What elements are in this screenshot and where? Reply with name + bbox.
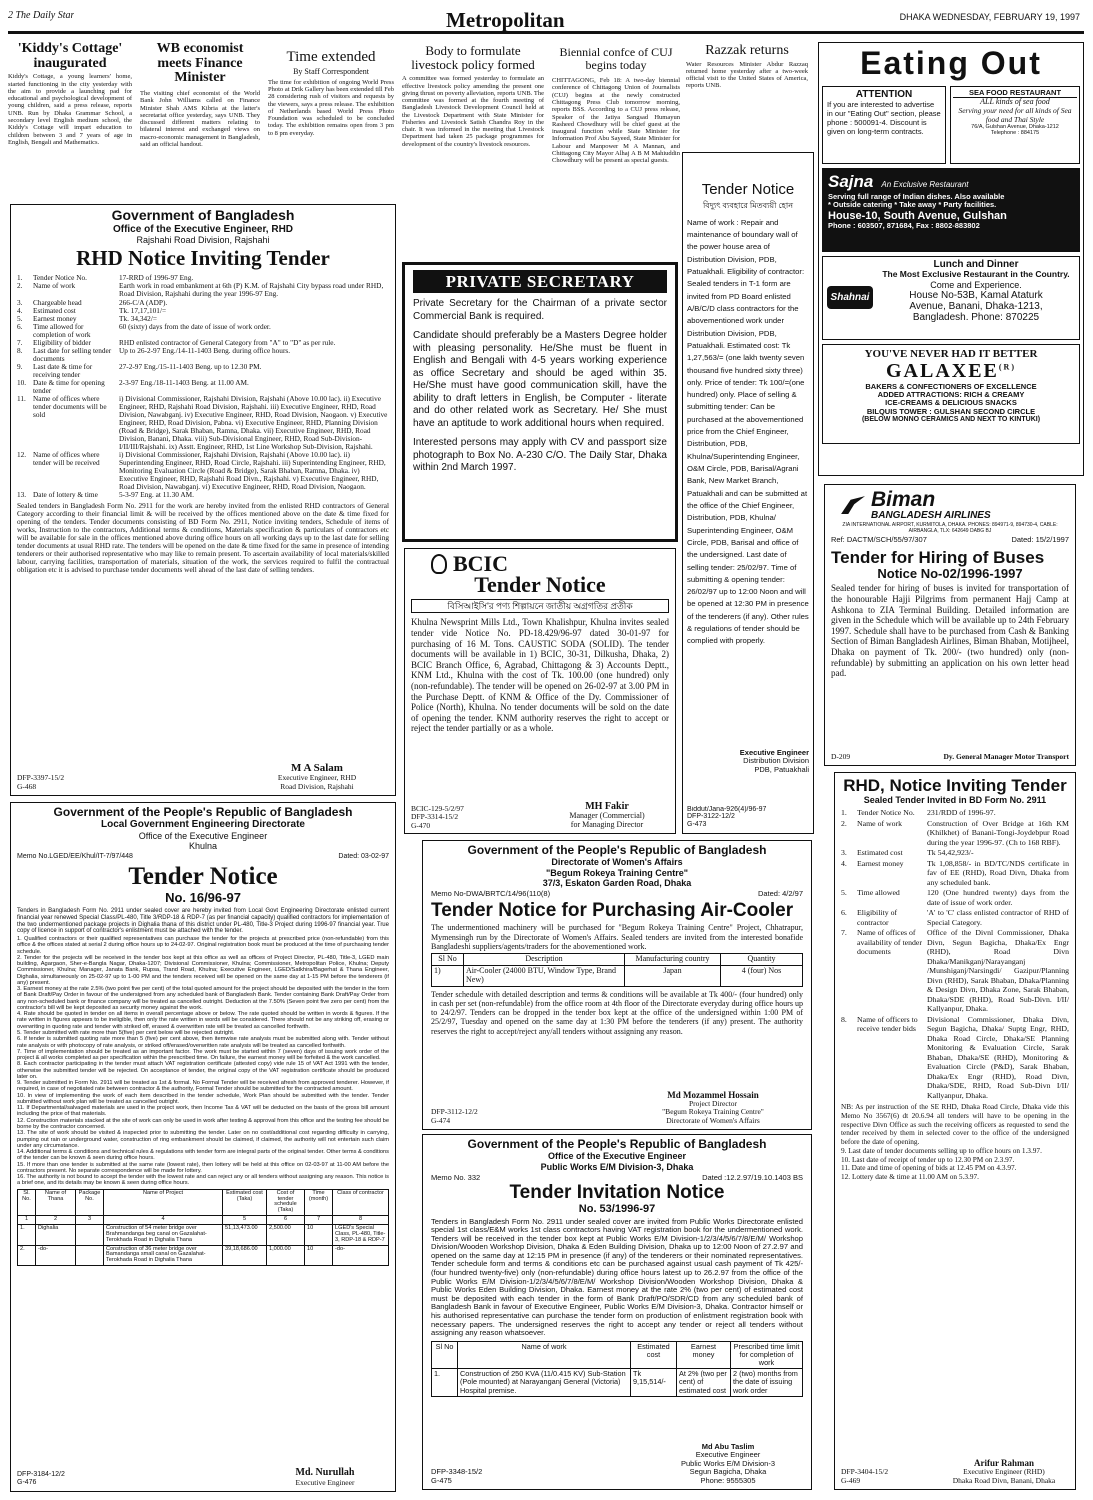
address: 37/3, Eskaton Garden Road, Dhaka (542, 877, 692, 888)
paper-logo: 2 The Daily Star (8, 10, 75, 21)
notice-title: Tender Notice for Purchasing Air-Cooler (431, 900, 794, 922)
womens-affairs-tender (422, 840, 812, 1130)
signer-name: Md Mozammel Hossain (667, 1089, 759, 1100)
attention-ad: ATTENTION If you are interested to advertise in our "Eating Out" section, please phone : 500091-4. Discount is given on long-term contracts. (822, 86, 946, 164)
centre-name: "Begum Rokeya Training Centre" (545, 867, 689, 878)
signer-name: Md. Nurullah (295, 1467, 355, 1479)
ref-code: D-209 (831, 752, 851, 761)
office-name: Office of the Executive Engineer, RHD (112, 223, 294, 235)
signature-block (265, 1467, 385, 1487)
signature-block (247, 762, 387, 791)
table-header-row (18, 1189, 389, 1215)
ref-line: Ref: DACTM/SCH/55/97/307 Dated: 15/2/1997 (831, 535, 1069, 545)
signer-title: Executive Engineer (295, 1477, 355, 1487)
notice-subtitle: Sealed Tender Invited in BD Form No. 2911 (863, 795, 1047, 806)
bengali-tagline: বিদ্যুৎ ব্যবহারে মিতব্যয়ী হোন (703, 200, 793, 210)
article-body: A committee was formed yesterday to formulate an effective livestock policy amending the present one giving thrust on poverty alleviation, reports UNB. The committee was formed at the fourth meeting of Bangladesh Livestock Development Council held at the Livestock Department with State Minister for Fisheries and Livestock Satish Chandra Roy in the chair. It was informed in the meeting that Livestock Department had taken 25 package programmes for development of the country's livestock resources. (402, 75, 544, 148)
column-header: Cost of tender schedule (Taka) (267, 1189, 305, 1215)
clause: 6. If tender is submitted quoting rate more than 5 (five) per cent above, then itemwise rate analysis must be submitted along with. Tender without rate analysis or with photocopy of rate analysis, or striked off/erased/overwritten rate analysis will be treated as cancelled forthwith. (17, 1036, 389, 1049)
signature-block: Executive Engineer Distribution Division PDB, Patuakhali (709, 749, 809, 774)
division-name: Rajshahi Road Division, Rajshahi (136, 234, 270, 245)
news-wb-economist (140, 42, 260, 202)
notice-body: Sealed tenders in Bangladesh Form No. 2911 for the work are hereby invited from the enlisted RHD contractors of General Category according to their financial limit & will be received by the offices mentioned above on the date & time fixed for opening of the tenders. Tender documents consisting of BD Form No. 2911, Notice inviting tenders, Schedule of items of works, Instruction to the contractors, Additional terms & conditions, Materials specification & particulars of contractors etc will be available for sale in the offices mentioned above during office hours on all working days up to the last date for selling tender documents at usual RHD rate. The tenders will be opened on the date & time fixed for the same in presence of intending tenderers or their authorised representative who may like to remain present. To ascertain availability of local materials/skilled labour, carrying facilities, transportation of materials, situation of the work, the services required to fulfil the contractual obligation etc it is advised to purchase tender documents well ahead of the last date of selling tenders. (17, 500, 389, 575)
notice-title: Tender Notice (701, 181, 795, 198)
dateline: DHAKA WEDNESDAY, FEBRUARY 19, 1997 (899, 12, 1080, 22)
notice-row: 4. Earnest money Tk 1,08,858/- in BD/TC/NDS certificate in fav of EE (RHD), Road Divn, Dhaka from any scheduled bank. (841, 858, 1069, 887)
notice-row: 2. Name of work Earth work in road embankment at 6th (P) K.M. of Rajshahi City bypass road under RHD, Road Division, Rajshahi during the year 1996-97 Eng. (17, 281, 384, 299)
news-livestock (402, 44, 544, 248)
clause: 5. Tender submitted with rate more than 5(five) per cent below will be rejected outright. (17, 1030, 235, 1037)
rhd-rajshahi-tender (10, 204, 396, 796)
bengali-tagline: বিসিআইসি'র পণ্য শিল্পায়নে জাতীয় অগ্রগতির প্রতীক (411, 599, 669, 613)
clause: 9. Tender submitted in Form No. 2911 will be treated as 1st & formal. No Formal Tender will be received afresh from approved tenderer. However, if required, in case of negotiated rate between contractor & the authority, Formal Tender should be submitted for the contracted amount. (17, 1080, 389, 1093)
memo-line: Memo No.LGED/EE/Khul/IT-7/97/448 Dated: 03-02-97 (17, 852, 389, 860)
table-row: 1. Construction of 250 KVA (11/0.415 KV) Sub-Station (Pole mounted) at Narayanganj General (Victoria) Hospital premise. Tk 9,15,514/- At 2% (two per cent) of estimated cost 2 (two) months from the date of issuing work order (432, 1369, 803, 1397)
notice-title: Tender for Hiring of Buses (831, 547, 1045, 567)
notice-row: 8. Name of officers to receive tender bids Divisional Commissioner, Dhaka Divn, Segun Bagicha, Dhaka/ Suptg Engr, RHD, Dhaka Road Circle, Dhaka/SE Planning Monitoring & Evaluation Circle, Sarak Bhaban, Dhaka/SE (RHD), Monitoring & Evaluation Circle (P&D), Sarak Bhaban, Dhaka/Ex Engr (RHD), Road Divn, Dhaka/SDE, RHD, Road Sub-Divn I/II/ Kallyanpur, Dhaka. (841, 1014, 1069, 1100)
news-cuj (552, 46, 680, 248)
headline: Time extended (286, 50, 376, 65)
pdb-tender-notice (682, 152, 814, 834)
ref-code: DFP-3112-12/2 G-474 (431, 1108, 478, 1125)
column-header: Sl. No. (18, 1189, 36, 1215)
org-name: Government of the People's Republic of Bangladesh (53, 805, 353, 819)
notice-title: Tender Notice (128, 862, 278, 890)
column-header: Class of contractor (333, 1189, 389, 1215)
more-rows: 9. Last date of tender documents selling up to office hours on 1.3.97. 10. Last date of receipt of tender up to 12.30 PM on 2.3.97. 11. Date and time of opening of bids at 12.45 PM on 4.3.97. 12. Lottery date & time at 11.00 AM on 5.3.97. (841, 1145, 1042, 1182)
clause: 12. Construction materials stacked at the site of work can only be used in work after testing & approval from this office and the testing fee should be borne by the contractor concerned. (17, 1117, 389, 1130)
notice-row: 12. Name of offices where tender will be received i) Divisional Commissioner, Rajshahi Division, Rajshahi (Above 10.00 lac). ii) Superintending Engineer, RHD, Road Circle, Rajshahi. iii) Superintending Engineer, RHD, Monitoring Evaluation Circle (Road & Bridge), Sarak Bhaban, Ramna, Dhaka. iv) Executive Engineer, RHD, Rajshahi Road Divn., Rajshahi. v) Executive Engineer, RHD, Road Division, Nawabganj. vi) Executive Engineer, RHD, Road Division, Naogaon. (17, 449, 386, 491)
notice-row: 1. Tender Notice No. 231/RDD of 1996-97. (841, 808, 996, 818)
table-colnum-row: 1 2 3 4 5 6 7 8 (18, 1216, 389, 1225)
notice-title: Tender Notice (474, 571, 606, 597)
notice-row: 3. Estimated cost Tk 54,42,923/- (841, 848, 974, 858)
notice-number: Notice No-02/1996-1997 (877, 565, 1023, 581)
footer-line (831, 753, 1069, 761)
notice-row: 7. Name of offices of availability of tender documents Office of the Divnl Commissioner, Dhaka Divn, Segun Bagicha, Dhaka/Ex Engr (RHD), Road Divn Dhaka/Manikganj/Narayanganj /Munshiganj/Narsingdi/ Gazipur/Planning Divn (RHD), Sarak Bhaban, Dhaka/Planning & Design Divn, Dhaka Zone, Sarak Bhaban, Dhaka/SDE (RHD), Road Sub-Divn. I/II/ Kallyanpur, Dhaka. (841, 928, 1069, 1014)
galaxee-bakery-ad: YOU'VE NEVER HAD IT BETTER $GALAXEE^{(R)}$ BAKERS & CONFECTIONERS OF EXCELLENCE ADDED ATTRACTIONS: RICH & CREAMY ICE-CREAMS & DELICIOUS SNACKS BILQUIS TOWER : GULSHAN SECOND CIRCLE (BELOW MONNO CERAMICS AND NEXT TO KINTUKI) (822, 344, 1080, 444)
notice-row: 10. Date & time for opening tender 2-3-97 Eng./18-11-1403 Beng. at 11.00 AM. (17, 377, 249, 395)
signer-name: M A Salam (291, 761, 343, 774)
ad-title: PRIVATE SECRETARY (413, 270, 667, 293)
private-secretary-ad (402, 262, 678, 542)
signer-name: MH Fakir (585, 800, 629, 812)
signer-office: for Managing Director (570, 820, 644, 830)
notice-body: Khulna Newsprint Mills Ltd., Town Khalishpur, Khulna invites sealed tender vide Notice No. PD-18.429/96-97 dated 30-01-97 for purchasing of 16 M. Tons. CAUSTIC SODA (SOLID). The tender documents will be available in 1) BCIC, 30-31, Dilkusha, Dhaka, 2) BCIC Branch Office, 6, Agrabad, Chittagong & 3) Accounts Deptt., KNM Ltd., Khulna with the cost of Tk. 100.00 (one hundred) only (non-refundable). The tender will be opened on 26-02-97 at 3.00 PM in the Purchase Deptt. of KNM & Office of the Dy. Commissioner of Police (North), Khulna. No tender documents will be sold on the date of opening the tender. KNM authority reserves the right to accept or reject the tender partially or as a whole. (411, 617, 669, 734)
signer-name: Md Abu Taslim (701, 1443, 755, 1452)
section-title: Eating Out (860, 45, 1042, 81)
clause: 14. Additional terms & conditions and technical rules & regulations with tender form are integral parts of the original tender. Other terms & conditions of the tender can be known & seen during office hours. (17, 1149, 389, 1162)
work-table (431, 1341, 803, 1397)
ref-code: DFP-3404-15/2 G-469 (841, 1468, 889, 1485)
signature-block: Arifur Rahman Executive Engineer (RHD) Dhaka Road Divn, Banani, Dhaka (939, 1458, 1069, 1485)
pwd-tender-invitation (422, 1134, 812, 1490)
notice-row: 1. Tender Notice No. 17-RRD of 1996-97 Eng. (17, 273, 194, 283)
notice-row: 11. Name of offices where tender documents will be sold i) Divisional Commissioner, Rajshahi Division, Rajshahi (Above 10.00 lac). ii) Executive Engineer, RHD, Rajshahi Road Division, Rajshahi. iii) Executive Engineer, RHD, Road Division, Nawabganj. iv) Executive Engineer, RHD, Road Division, Naogaon. v) Executive Engineer, RHD, Road Division, Pabna. vi) Executive Engineer, RHD, Planning Division (Road & Bridge), Sarak Bhaban, Ramna, Dhaka. vii) Executive Engineer, RHD, Road Division, Banani, Dhaka. viii) Sub-Divisional Engineer, RHD, Road Sub-Division-I/II/III/Rajshahi. ix) Asstt. Engineer, RHD, 1st Line Workshop Sub-Division, Rajshahi. (17, 393, 388, 451)
clause: 10. In view of implementing the work of each item described in the tender schedule, Work Plan should be submitted with the tender. Tender submitted without work plan will be treated as cancelled outright. (17, 1092, 389, 1105)
rhd-dhaka-tender (834, 772, 1076, 1490)
clause: 13. The site of work should be visited & inspected prior to submitting the tender. Later on no cost/additional cost regarding difficulty in carrying, pumping out rain or underground water, construction of ring embankment should be claimed, if claimed, the authority will not entertain such claim under any circumstance. (17, 1130, 389, 1149)
shahnai-logo: Shahnai (827, 286, 873, 309)
article-body: The time for exhibition of ongoing World Press Photo at Drik Gallery has been extended till Feb 28 considering rush of visitors and requests by the viewers, says a press release. The exhibition of Netherlands based World Press Photo Foundation was scheduled to be concluded today. The exhibition remains open from 3 pm to 8 pm everyday. (268, 78, 394, 137)
news-kiddys-cottage (8, 42, 132, 202)
clause: 16. The authority is not bound to accept the tender with the lowest rate and can reject any or all tenders without assigning any reason. This notice is a brief one, and its details may be known & seen during office hours. (17, 1174, 389, 1187)
dept-name: Local Government Engineering Directorate (101, 819, 305, 831)
notice-body: Name of work : Repair and maintenance of boundary wall of the power house area of Distribution Division, PDB, Patuakhali. Eligibility of contractor: Sealed tenders in T-1 form are invited from PD Board enlisted A/B/C/D class contractors for the abovementioned work under Distribution Division, PDB, Patuakhali. Estimated cost: Tk 1,27,563/= (one lakh twenty seven thousand five hundred sixty three) only. Price of tender: Tk 100/=(one hundred) only. Place of selling & submitting tender: Can be purchased at the abovementioned price from the Chief Engineer, Distribution, PDB, Khulna/Superintending Engineer, O&M Circle, PDB, Barisal/Agrani Bank, New Market Branch, Patuakhali and can be submitted at the office of the Chief Engineer, Distribution, PDB, Khulna/ Superintending Engineer, O&M Circle, PDB, Barisal and office of the undersigned. Last date of selling tender: 25/02/97. Time of submitting & opening tender: 26/02/97 up to 12:00 Noon and will be opened at 12:30 PM in presence of the tenderers (if any). Other rules & regulations of tender should be complied with properly. (687, 217, 809, 646)
notice-number: No. 16/96-97 (165, 889, 241, 905)
column-header: Name of Project (104, 1189, 223, 1215)
shahnai-restaurant-ad: Shahnai Lunch and Dinner The Most Exclusive Restaurant in the Country. Come and Experience. House No-53B, Kamal Ataturk Avenue, Banani, Dhaka-1213, Bangladesh. Phone: 870225 (822, 256, 1080, 340)
ad-para: Candidate should preferably be a Masters Degree holder with pleasing personality. He/She must be fluent in English and Bengali with 4-5 years working experience as office Secretary and should be aged within 35. He/She must have good communication skill, have the ability to draft letters in English, be Computer - literate and do other related work as Secretary. He/ She must have an aptitude to work additional hours when required. (413, 330, 667, 429)
eating-out-section (818, 42, 1084, 476)
column-header: Name of Thana (36, 1189, 76, 1215)
notice-row: 2. Name of work Construction of Over Bridge at 16th KM (Khilkhet) of Banani-Tongi-Joydebpur Road during the year 1996-97. (Ch to 168 RBF). (841, 818, 1069, 847)
notice-number: No. 53/1996-97 (578, 1203, 656, 1216)
clause: 7. Time of implementation should be treated as an important factor. The work must be started within 7 (seven) days of issuing work order of the project & all works completed as per specification within the prescribed time. On failure, the earnest money will be forfeited & the work cancelled. (17, 1048, 389, 1062)
column-header: Estimated cost (Taka) (223, 1189, 267, 1215)
byline: By Staff Correspondent (293, 66, 369, 76)
clause: 1. Qualified contractors or their qualified representatives can purchase the tender for the projects at prescribed price (non-refundable) from this office & the offices stated at serial 2 during office hours up to 24-02-97. Original registration book must be produced at the time of purchasing tender schedule. (17, 936, 389, 955)
ref-code: DFP-3184-12/2 G-476 (17, 1471, 65, 1487)
clause: 15. If more than one tender is submitted at the same rate (lowest rate), then lottery will be held at this office on 02-03-97 at 11-00 AM before the contractors present. No separate correspondence will be made for lottery. (17, 1161, 389, 1174)
signer-title: Manager (Commercial) (569, 811, 645, 821)
dept-name: Directorate of Women's Affairs (551, 857, 683, 868)
signature-block: Md Abu Taslim Executive Engineer Public Works E/M Division-3 Segun Bagicha, Dhaka Phone: 9555305 (653, 1443, 803, 1485)
news-time-extended (268, 50, 394, 202)
clauses (17, 936, 389, 1187)
headline: Razzak returns (705, 44, 789, 58)
table-header-row: Sl No Name of work Estimated cost Earnest money Prescribed time limit for completion of work (432, 1341, 803, 1369)
biman-logo: Biman BANGLADESH AIRLINES (841, 489, 1069, 521)
signature-block (547, 801, 667, 830)
table-header-row: Sl No Description Manufacturing country Quantity (432, 953, 803, 965)
clause: 2. Tender for the projects will be received in the tender box kept at this office as well as offices of Project Director, PL-480, Title-3, LGED main building, Agargaon, Sher-e-Bangla Nagar, Dhaka-1207; Divisional Commissioner, Khulna; Commissioner, Metropolitan Police, Khulna; Deputy Commissioner, Khulna; Manager, Janata Bank, Rupsa, Trand Road, Khulna; Executive Engineer, LGED/Satkhira/Bagerhat & Thana Engineer, Dighalia, simultaneously on 25-02-97 up to 1-00 PM and the tenders received will be opened on the same day at 1-15 PM before the tenderers (if any) present. (17, 954, 389, 986)
notice-row: 9. Last date & time for receiving tender 27-2-97 Eng./15-11-1403 Beng. up to 12.30 PM. (17, 361, 262, 379)
article-body: CHITTAGONG, Feb 18: A two-day biennial conference of Chittagong Union of Journalists (CUJ) begins at the newly constructed Chittagong Press Club tomorrow morning, reports BSS. According to a CUJ press release, Speaker of the Jatiya Sangsad Humayun Rasheed Chowdhury will be chief guest at the inaugural function while State Minister for Information Prof Abu Sayeed, State Minister for Labour and Manpower M A Mannan, and Chittagong City Mayor Alhaj A B M Mahiuddin Chowdhury will be present as special guests. (552, 77, 680, 165)
notice-row: 4. Estimated cost Tk. 17,17,101/= (17, 305, 167, 315)
seafood-restaurant-ad: SEA FOOD RESTAURANT ALL kinds of sea food Serving your need for all kinds of Sea food and Thai Style 76/A, Gulshan Avenue, Dhaka-1212 Telephone : 884175 (950, 86, 1080, 164)
notes: NB: As per instruction of the SE RHD, Dhaka Road Circle, Dhaka vide this Memo No 3567(6) dt 20.6.94 all tenders will have to be opening in the respective Divn Office as such the receiving officers as requested to send the tender received by them in selected cover to the office of the undersigned before the date of opening. (841, 1102, 1069, 1147)
notice-title: Tender Invitation Notice (509, 1181, 725, 1203)
project-table (17, 1189, 389, 1266)
masthead (8, 6, 1084, 34)
ad-para: Interested persons may apply with CV and passport size photograph to Box No. A-230 C/O. The Daily Star, Dhaka within 2nd March 1997. (413, 437, 667, 474)
division-name: Public Works E/M Division-3, Dhaka (540, 1161, 694, 1172)
table-row: 1. Dighalia Construction of 54 meter bridge over Brahmandanga beg canal on Gazalahat-Terokhada Road in Dighalia Thana 51,13,473.00 2,500.00 10 LGED's Special Class, PL-480, Title-3, RDP-18 & RDP-7 (18, 1224, 389, 1245)
notice-row: 6. Eligibility of contractor 'A' to 'C' class enlisted contractor of RHD of Special Category. (841, 908, 1069, 927)
notice-title: RHD, Notice Inviting Tender (843, 776, 1067, 795)
signer-office: Road Division, Rajshahi (280, 781, 354, 791)
memo-line: Memo No-DWA/BRTC/14/96(110(8) Dated: 4/2/97 (431, 888, 803, 898)
sajna-restaurant-ad: Sajna An Exclusive Restaurant Serving full range of Indian dishes. Also available * Outside catering * Take away * Party facilities. House-10, South Avenue, Gulshan Phone : 603507, 871684, Fax : 8802-883802 (822, 168, 1080, 252)
ref-code: Biddut/Jana-926(4)/96-97 DFP-3122-12/2 G-473 (687, 805, 767, 829)
article-body: Kiddy's Cottage, a young learners' home, started functioning in the city yesterday with the aim to provide a launching pad for educational and psychological development of young children, said a press release, reports UNB. Run by Dhaka Grammar School, a secondary level English medium school, the Kiddy's Cottage will impart education to children between 3 and 7 years of age in English, Bengali and Mathematics. (8, 73, 132, 146)
notice-body: Tender schedule with detailed description and terms & conditions will be available at Tk 400/- (four hundred) only in cash per set (non-refundable) from the office room at 4th floor of the Directorate everyday during office hours up to 24/2/97. Tenders can be dropped in the tender box kept at the office of the undersigned within 1:00 PM of 25/2/97, Tuesday and opened on the same day at 1:30 PM before the tenderers (if any) present. The authority reserves the right to accept/reject any/all tenders without assigning any reason. (431, 989, 803, 1036)
signer-title: Executive Engineer (739, 749, 809, 757)
memo-line: Memo No. 332 Dated :12.2.97/19.10.1403 BS (431, 1172, 803, 1182)
org-name: Government of Bangladesh (111, 207, 295, 223)
office-name: Office of the Executive Engineer (138, 830, 268, 841)
clause: 4. Rate should be quoted in tender on all items in overall percentage above or below. The rate quoted should be written in words & figures. If the rate written in figures appears to be ineligible, then only the rate written in words will be considered. There should not be any striking off, erasing or overwriting in quoting rate and tender with striked off, erased & overwritten rate will be treated as cancelled forthwith. (17, 1011, 389, 1030)
notice-body: Tenders in Bangladesh Form No. 2911 under sealed cover are invited from Public Works Directorate enlisted special 1st class/E&M works 1st class contractors having VAT registration book for the undermentioned work. Tenders will be received in the tender box kept at Public Works E/M Division-1/2/3/4/5/6/7/8/E/M/ Workshop Division/Wooden Workshop Division, Dhaka & Eden Building Division, Dhaka up to 12:00 Noon of 27.2.97 and opened on the same day at 12:15 PM in presence (if any) of the tenderers or their nominated representatives. Tender schedule form and terms & conditions etc can be purchased against usual cash payment of Tk 425/- (four hundred twenty-five) only (non-refundable) during office hours latest up to 26.2.97 from the office of the Public Works E/M Division-1/2/3/4/5/6/7/8/E/M/ Workshop Division/Wooden Workshop Division, Dhaka & Public Works Eden Building Division, Dhaka. Earnest money at the rate 2% (two per cent) of estimated cost must be deposited with each tender in the form of Bank Draft/PO/SDR/CD from any scheduled bank of Bangladesh Bank in favour of Executive Engineer, Public Works E/M Division-3, Dhaka. Contractor himself or his authorised representative can purchase the tender form on production of enlistment registration book with necessary papers. The undersigned reserves the right to accept any tender or reject all tenders without assigning any reason whatsoever. (431, 1216, 803, 1338)
ref-code: DFP-3348-15/2 G-475 (431, 1468, 483, 1485)
intro: The undermentioned machinery will be purchased for "Begum Rokeya Training Centre" Project, Chhatrapur, Mymensingh run by the Directorate of Women's Affairs. Sealed tenders are invited from the interested bonafide Bangladeshi suppliers/agents/traders for the abovementioned work. (431, 923, 803, 951)
signer-title: Dy. General Manager Motor Transport (943, 752, 1069, 761)
biman-tender (824, 484, 1076, 766)
headline: Body to formulate livestock policy formed (411, 44, 535, 72)
top-ads (822, 86, 1080, 164)
article-body: The visiting chief economist of the World Bank John Williams called on Finance Minister Shah AMS Kibria at the latter's secretariat office yesterday, says UNB. They discussed different matters relating to bilateral interest and exchanged views on macro-economic management in Bangladesh, said an official handout. (140, 90, 260, 148)
column-header: Package No. (76, 1189, 104, 1215)
notice-rows (17, 274, 389, 498)
item-table (431, 953, 803, 987)
notice-body: Sealed tender for hiring of buses is invited for transportation of the honourable Hajji Pilgrims from permanent Hajj Camp at Ashkona to ZIA Terminal Building. Detailed information are given in the Schedule which will be available up to 24th February 1997. Schedule shall have to be purchased from Cash & Banking Section of Biman Bangladesh Airlines, Biman Bhaban, Motijheel, Dhaka on payment of Tk. 200/- (two hundred) only (non-refundable) by submitting an application on his own letter head pad. (831, 583, 1069, 679)
notice-row: 5. Earnest money Tk. 34,342/= (17, 313, 157, 323)
notice-rows (841, 808, 1069, 1100)
bcic-logo: BCIC (431, 552, 669, 577)
signer-name: Arifur Rahman (973, 1458, 1035, 1469)
table-row: 1) Air-Cooler (24000 BTU, Window Type, Brand New) Japan 4 (four) Nos (432, 965, 803, 986)
notice-row: 5. Time allowed 120 (One hundred twenty) days from the date of issue of work order. (841, 888, 1069, 907)
signature-block: Md Mozammel Hossain Project Director "Begum Rokeya Training Centre" Directorate of Women's Affairs (623, 1090, 803, 1125)
intro: Tenders in Bangladesh Form No. 2911 under sealed cover are hereby invited from Local Govt Engineering Directorate enlisted current financial year renewed Special Class/PL-480, Title 3/RDP-18 & RDP-7 (as per financial capacity) qualified contractors for implementation of the two undermentioned package projects in Dighalia thana of this district under PL-480, Title-3 Project during 1996-97 financial year. True copy of licence in support of contractor's enlistment must be attached with the tender. (17, 908, 389, 935)
clause: 8. Each contractor participating in the tender must attach VAT registration certificate (attested copy) vide rule 15 of VAT Act 1991 with the tender, otherwise the submitted tender will be rejected. On acceptance of tender, the original copy of the VAT registration certificate should be produced later on. (17, 1061, 389, 1080)
headline: Biennial confce of CUJ begins today (559, 46, 673, 72)
notice-row: 8. Last date for selling tender documents Up to 26-2-97 Eng./14-11-1403 Beng. during office hours. (17, 345, 291, 363)
column-header: Time (month) (305, 1189, 333, 1215)
address: ZIA INTERNATIONAL AIRPORT, KURMITOLA, DHAKA. PHONES: 894971-9, 894730-4, CABLE: AIRBANGLA, TLX: 642649 DABG BJ (842, 522, 1058, 534)
section-title: Metropolitan (446, 9, 565, 32)
flame-icon (431, 554, 447, 574)
news-razzak (686, 44, 808, 148)
org-name: Government of the People's Republic of Bangladesh (467, 843, 767, 857)
ref-code: BCIC-129-5/2/97 DFP-3314-15/2 G-470 (411, 804, 464, 830)
ad-para: Private Secretary for the Chairman of a private sector Commercial Bank is required. (413, 298, 667, 322)
stork-icon (841, 496, 865, 514)
notice-row: 13. Date of lottery & time 5-3-97 Eng. at 11.30 AM. (17, 489, 194, 499)
bcic-tender-notice (404, 548, 676, 834)
office-name: Office of the Executive Engineer (547, 1151, 687, 1162)
clause: 3. Earnest money at the rate 2.5% (two point five per cent) of the total quoted amount for the project should be deposited with the tender in the form of Bank Draft/Pay Order in favour of the undersigned from any scheduled bank of Bangladesh Bank. Tender containing Bank Draft/Pay Order from any non-scheduled bank or finance company will be treated as cancelled outright. Deduction at the 7.50% (Seven point five zero per cent) from the contractor's bill will be kept deposited as security money against the work. (17, 986, 389, 1011)
article-body: Water Resources Minister Abdur Razzaq returned home yesterday after a two-week official visit to the United States of America, reports UNB. (686, 60, 808, 90)
headline: WB economist meets Finance Minister (156, 42, 244, 86)
ref-code: DFP-3397-15/2 G-468 (17, 774, 65, 791)
signer-title: Executive Engineer, RHD (277, 773, 357, 783)
org-name: Government of the People's Republic of Bangladesh (467, 1137, 767, 1151)
place-name: Khulna (188, 840, 218, 851)
clause: 11. If Departmental/salvaged materials are used in the project work, then Income Tax & VAT will be deducted on the basis of the gross bill amount including the price of that materials. (17, 1105, 389, 1118)
table-row: 2. -do- Construction of 36 meter bridge over Bamandanga small canal on Gazalahat-Terokhada Road in Dighalia Thana 39,18,686.00 1,000.00 10 -do- (18, 1245, 389, 1266)
notice-title: RHD Notice Inviting Tender (76, 245, 330, 270)
notice-row: 6. Time allowed for completion of work 60 (sixty) days from the date of issue of work order. (17, 321, 271, 339)
notice-row: 7. Eligibility of bidder RHD enlisted contractor of General Category from "A" to "D" as per rule. (17, 337, 336, 347)
lged-tender-notice (10, 802, 396, 1492)
headline: 'Kiddy's Cottage' inaugurated (17, 42, 123, 71)
notice-row: 3. Chargeable head 266-C/A (ADP). (17, 297, 168, 307)
